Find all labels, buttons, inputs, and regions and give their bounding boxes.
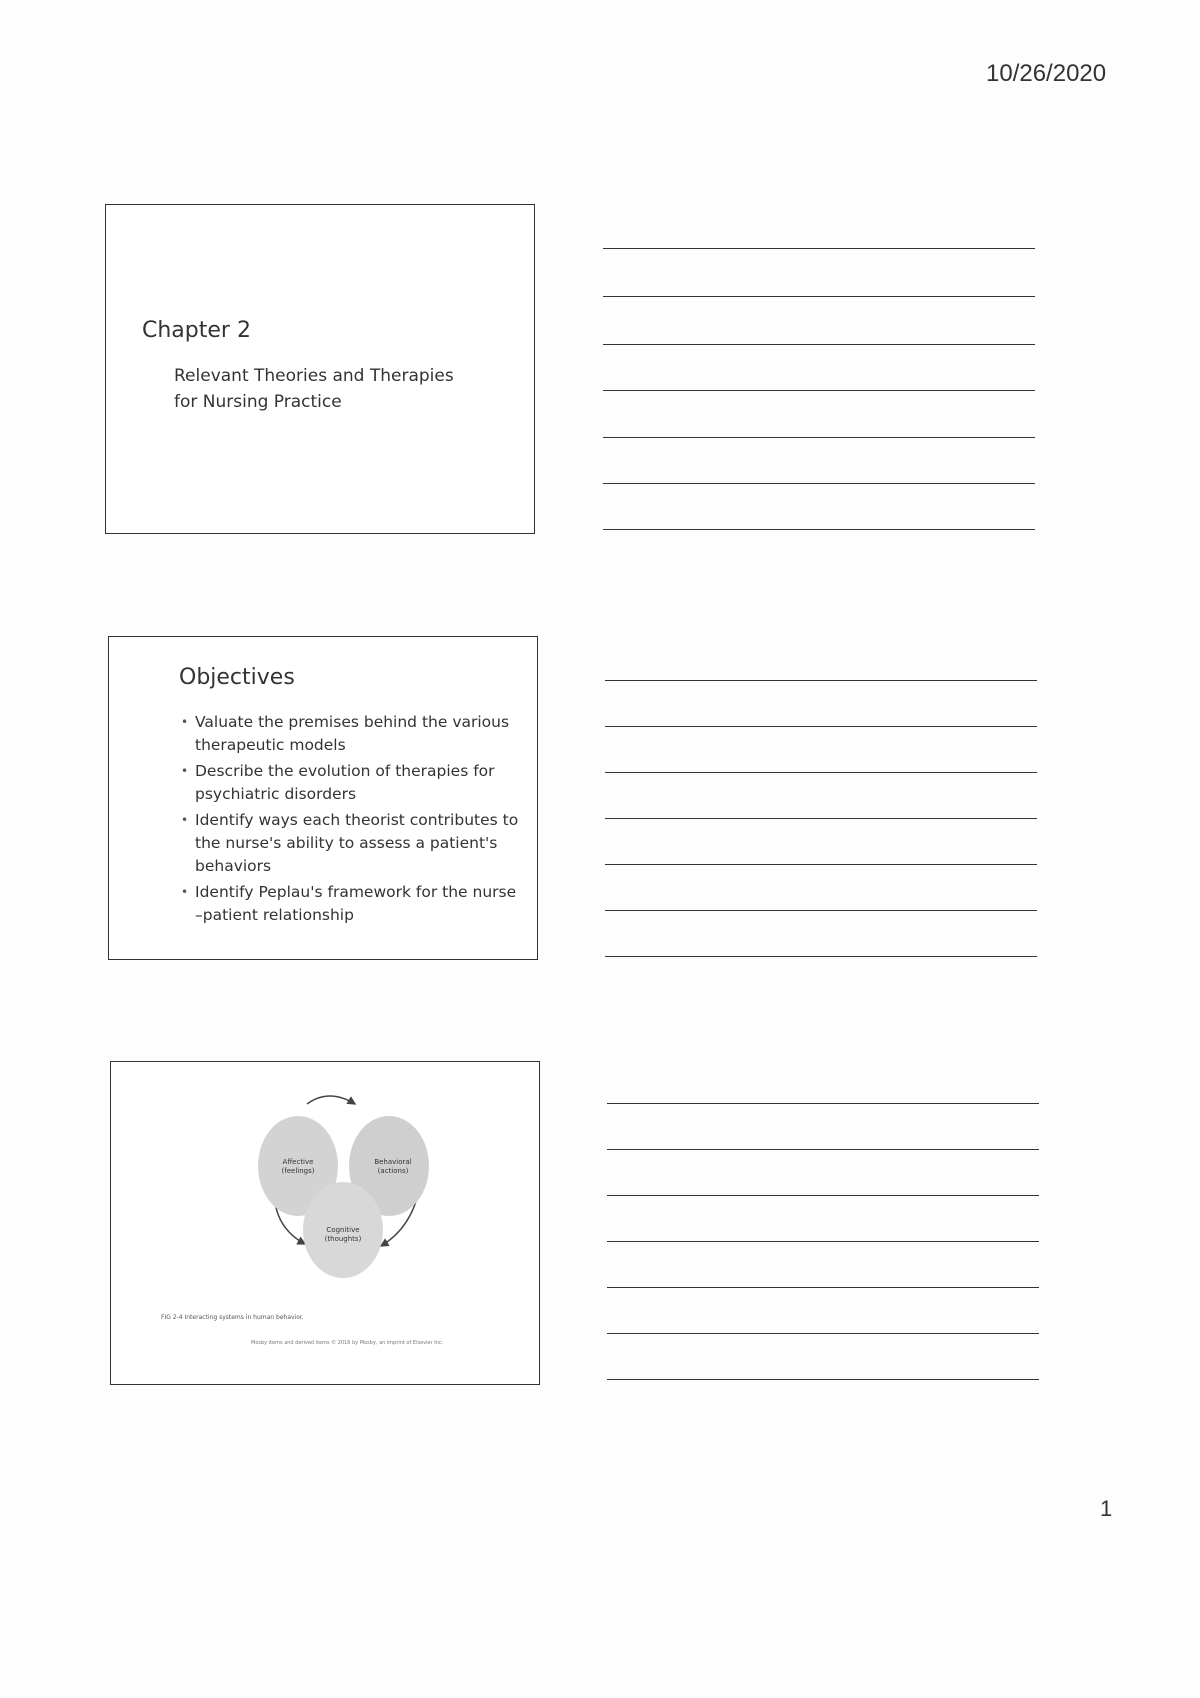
note-line xyxy=(607,1195,1039,1196)
slide-objectives xyxy=(108,636,538,960)
chapter-subtitle-line: for Nursing Practice xyxy=(174,392,342,412)
objective-item: • Describe the evolution of therapies for psychiatric disorders xyxy=(181,760,521,806)
behavioral-sublabel: (actions) xyxy=(377,1167,409,1175)
note-line xyxy=(603,437,1035,438)
slide-chapter-title xyxy=(105,204,535,534)
note-line xyxy=(603,483,1035,484)
note-line xyxy=(605,680,1037,681)
note-line xyxy=(603,344,1035,345)
note-line xyxy=(605,726,1037,727)
arrow-top xyxy=(307,1096,355,1104)
page-date: 10/26/2020 xyxy=(986,60,1107,87)
affective-sublabel: (feelings) xyxy=(281,1167,315,1175)
note-line xyxy=(605,818,1037,819)
note-line xyxy=(607,1103,1039,1104)
note-line xyxy=(607,1149,1039,1150)
note-line xyxy=(605,864,1037,865)
chapter-subtitle-line: Relevant Theories and Therapies xyxy=(174,366,454,386)
note-line xyxy=(603,296,1035,297)
affective-label: Affective xyxy=(282,1158,314,1166)
note-line xyxy=(603,390,1035,391)
page-number: 1 xyxy=(1100,1496,1113,1521)
note-line xyxy=(607,1241,1039,1242)
note-line xyxy=(605,772,1037,773)
objective-item: • Valuate the premises behind the various therapeutic models xyxy=(181,711,521,757)
figure-copyright: Mosby items and derived items © 2016 by Mosby, an imprint of Elsevier Inc. xyxy=(251,1340,444,1346)
objective-item: • Identify ways each theorist contributes to the nurse's ability to assess a patient's behaviors xyxy=(181,809,521,878)
note-line xyxy=(607,1379,1039,1380)
chapter-title: Chapter 2 xyxy=(142,318,251,343)
note-line xyxy=(603,529,1035,530)
objective-item: • Identify Peplau's framework for the nurse –patient relationship xyxy=(181,881,521,927)
note-line xyxy=(603,248,1035,249)
note-line xyxy=(605,910,1037,911)
chapter-subtitle xyxy=(174,363,454,415)
cognitive-label: Cognitive xyxy=(326,1226,360,1234)
note-line xyxy=(605,956,1037,957)
objectives-title: Objectives xyxy=(179,665,295,690)
figure-caption: FIG 2-4 Interacting systems in human behavior. xyxy=(161,1314,304,1321)
objectives-list xyxy=(181,711,521,930)
note-line xyxy=(607,1333,1039,1334)
cognitive-sublabel: (thoughts) xyxy=(324,1235,362,1243)
slide-diagram xyxy=(110,1061,540,1385)
interacting-systems-diagram xyxy=(111,1062,541,1386)
behavioral-label: Behavioral xyxy=(374,1158,412,1166)
note-line xyxy=(607,1287,1039,1288)
